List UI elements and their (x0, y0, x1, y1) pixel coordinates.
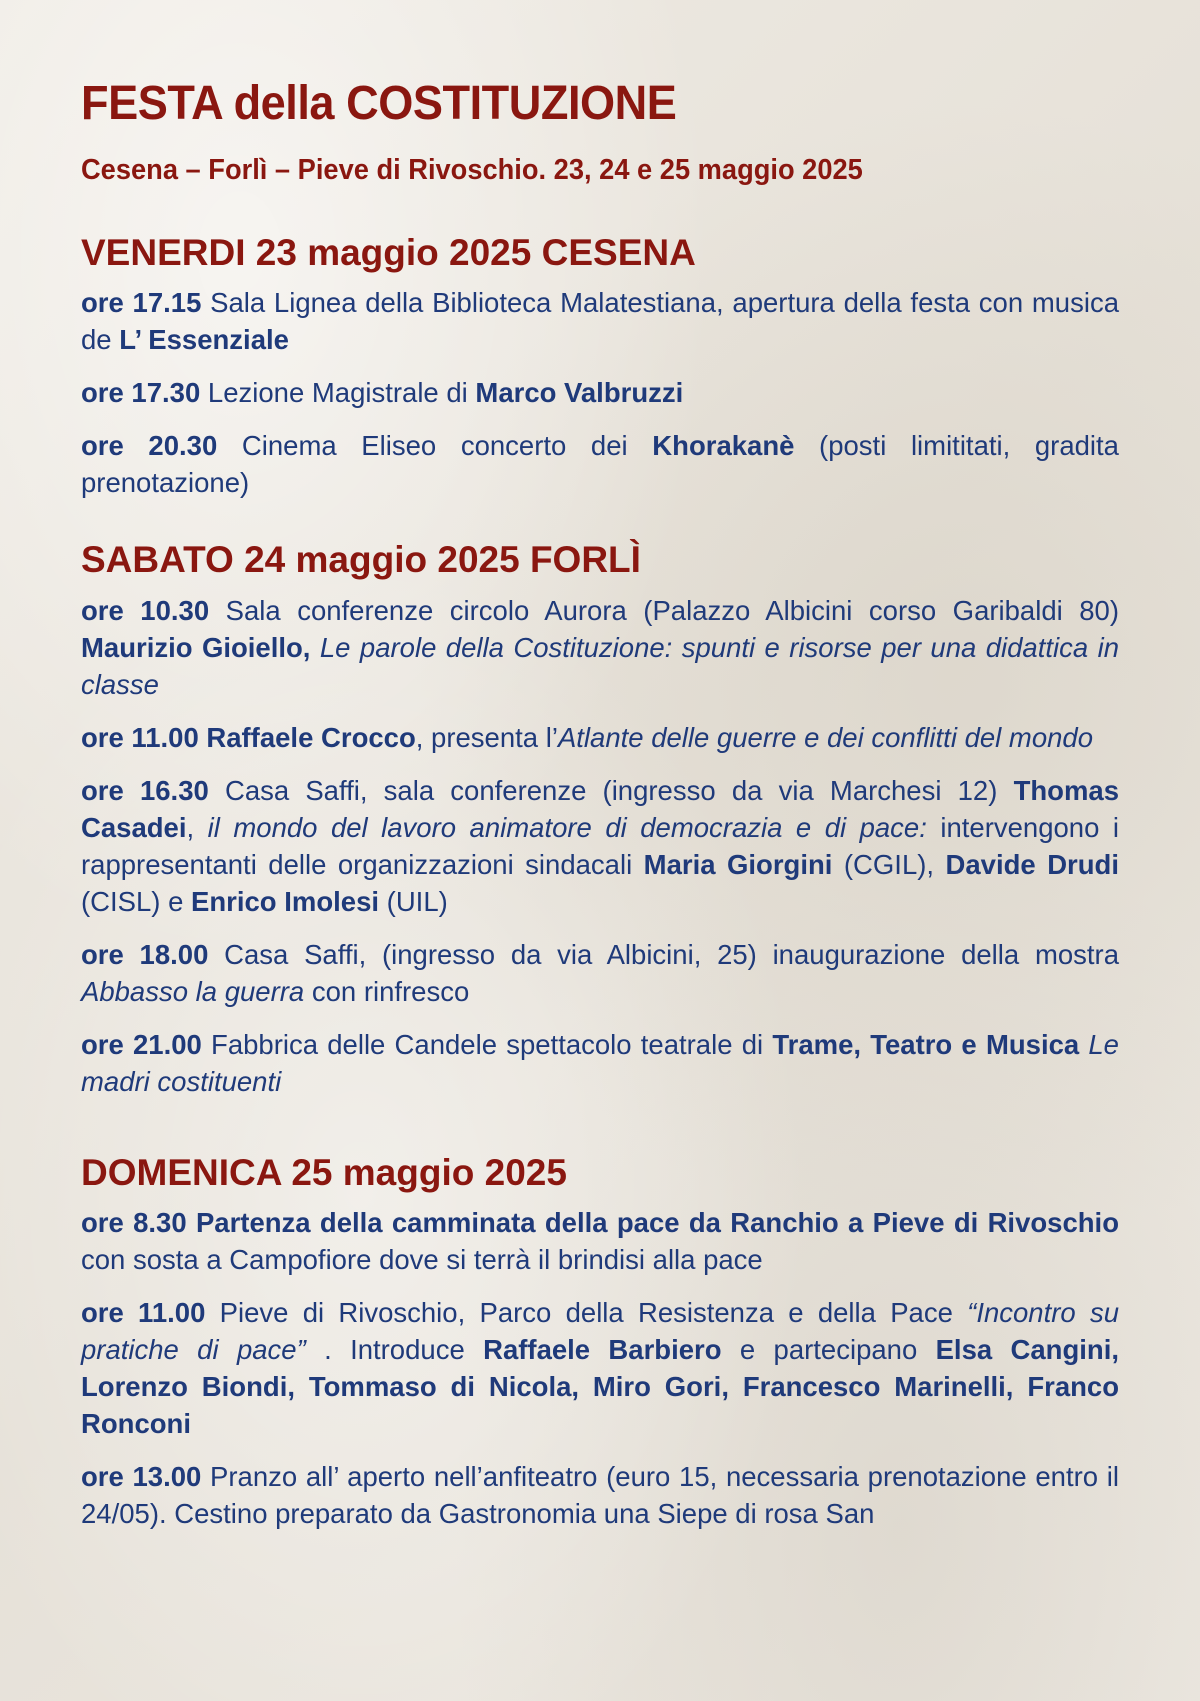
event-time: ore 17.15 (81, 287, 202, 319)
page-title: FESTA della COSTITUZIONE (81, 77, 677, 130)
event-text (187, 1207, 196, 1238)
event-text: con sosta a Campofiore dove si terrà il brindisi alla pace (81, 1244, 763, 1276)
event-time: ore 13.00 (81, 1461, 202, 1493)
event-text: (posti limititati, gradita prenotazione) (81, 430, 1119, 499)
event-entry (81, 284, 1119, 358)
day-section (81, 1152, 1119, 1533)
event-name-bold: L’ Essenziale (119, 324, 289, 356)
event-name-bold: Elsa Cangini, Lorenzo Biondi, Tommaso di Nicola, Miro Gori, Francesco Marinelli, Franco Ronconi (81, 1334, 1119, 1440)
event-text: Cinema Eliseo concerto dei (217, 430, 653, 462)
event-name-bold: Raffaele Barbiero (483, 1334, 722, 1366)
event-text: Lezione Magistrale di (200, 377, 476, 409)
event-name-bold: Maria Giorgini (643, 848, 833, 880)
event-title-italic: “Incontro su pratiche di pace” (81, 1297, 1119, 1366)
event-text: Fabbrica delle Candele spettacolo teatrale di (201, 1028, 773, 1060)
event-entry (81, 592, 1119, 703)
event-name-bold: Thomas Casadei (81, 774, 1119, 843)
event-entry (81, 427, 1119, 501)
page-subtitle: Cesena – Forlì – Pieve di Rivoschio. 23, 24 e 25 maggio 2025 (81, 153, 863, 186)
event-text: Pranzo all’ aperto nell’anfiteatro (euro 15, necessaria prenotazione entro il 24/05). Cestino preparato da Gastronomia una Siepe di rosa San (81, 1461, 1119, 1530)
event-time: ore 16.30 (81, 774, 209, 806)
day-heading: SABATO 24 maggio 2025 FORLÌ (81, 539, 641, 581)
event-entry (81, 1294, 1119, 1442)
event-text: , presenta l’ (415, 721, 558, 753)
event-time: ore 21.00 (81, 1028, 202, 1060)
event-name-bold: Khorakanè (652, 430, 795, 462)
event-text: Casa Saffi, sala conferenze (ingresso da via Marchesi 12) (208, 774, 1014, 806)
event-text: intervengono i rappresentanti delle organizzazioni sindacali (81, 811, 1120, 880)
event-time: ore 11.00 (81, 721, 199, 753)
event-time: ore 10.30 (81, 594, 210, 626)
day-heading: DOMENICA 25 maggio 2025 (81, 1151, 567, 1193)
event-text: Casa Saffi, (ingresso da via Albicini, 25) inaugurazione della mostra (208, 938, 1119, 970)
event-text: (CISL) e (81, 885, 192, 917)
event-text (310, 632, 319, 663)
event-text: (CGIL), (832, 848, 946, 880)
event-time: ore 8.30 (81, 1207, 187, 1239)
event-title-italic: Le madri costituenti (81, 1028, 1119, 1097)
day-section (81, 539, 1119, 1100)
event-title-italic: Atlante delle guerre e dei conflitti del mondo (557, 721, 1093, 753)
event-title-italic: Abbasso la guerra (81, 975, 305, 1007)
event-text: e partecipano (721, 1334, 936, 1366)
event-text (1079, 1029, 1088, 1060)
event-text: . Introduce (305, 1334, 484, 1366)
event-entry (81, 772, 1119, 920)
event-text: Sala conferenze circolo Aurora (Palazzo Albicini corso Garibaldi 80) (209, 594, 1119, 626)
event-title-italic: Le parole della Costituzione: spunti e risorse per una didattica in classe (81, 631, 1119, 700)
event-name-bold: Partenza della camminata della pace da Ranchio a Pieve di Rivoschio (195, 1207, 1119, 1239)
day-heading: VENERDI 23 maggio 2025 CESENA (81, 231, 696, 273)
event-text: con rinfresco (304, 975, 470, 1007)
event-name-bold: Trame, Teatro e Musica (772, 1028, 1080, 1060)
event-time: ore 20.30 (81, 430, 218, 462)
event-entry (81, 936, 1119, 1010)
event-entry (81, 719, 1119, 756)
days-container (81, 232, 1119, 1533)
event-entry (81, 1026, 1119, 1100)
event-name-bold: Marco Valbruzzi (475, 377, 684, 409)
event-time: ore 11.00 (81, 1297, 206, 1329)
event-text: Pieve di Rivoschio, Parco della Resistenza e della Pace (205, 1297, 968, 1329)
event-text: , (186, 811, 208, 843)
event-entry (81, 1204, 1119, 1278)
event-text: (UIL) (379, 885, 448, 917)
event-text: Sala Lignea della Biblioteca Malatestiana, apertura della festa con musica de (81, 287, 1119, 356)
event-title-italic: il mondo del lavoro animatore di democrazia e di pace: (207, 811, 927, 843)
event-entry (81, 374, 1119, 411)
event-name-bold: Raffaele Crocco (206, 721, 416, 753)
event-name-bold: Davide Drudi (945, 848, 1119, 880)
program-page (81, 78, 1119, 1548)
event-entry (81, 1458, 1119, 1532)
event-time: ore 18.00 (81, 938, 209, 970)
event-time: ore 17.30 (81, 377, 201, 409)
day-section (81, 232, 1119, 502)
event-name-bold: Enrico Imolesi (191, 885, 380, 917)
event-name-bold: Maurizio Gioiello, (81, 631, 311, 663)
